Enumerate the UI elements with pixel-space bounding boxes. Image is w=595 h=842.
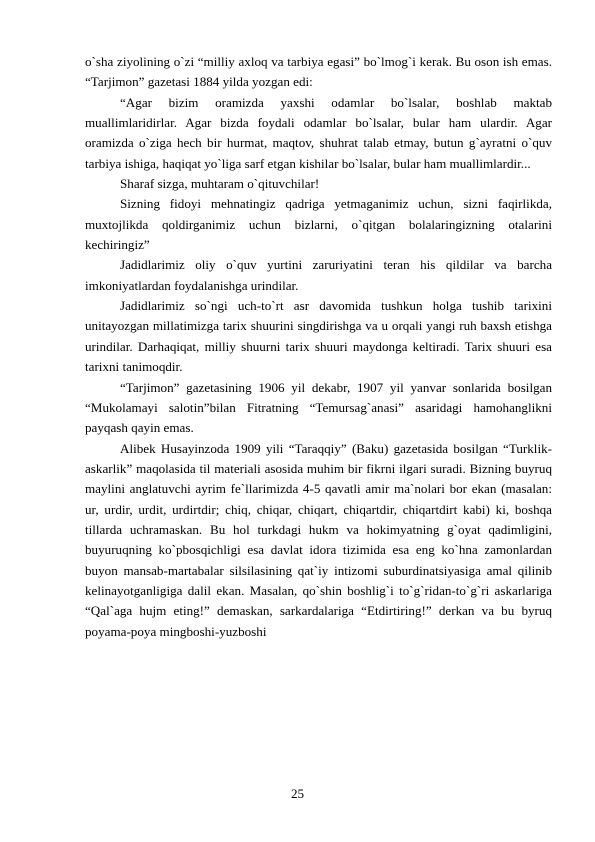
- paragraph-quote-teachers: “Agar bizim oramizda yaxshi odamlar bo`lsalar, boshlab maktab muallimlaridirlar. Agar bizda foydali odamlar bo`lsalar, bular ham ulardir. Agar oramizda o`ziga hech bir hurmat, maqtov, shuhrat talab etmay, butun g`ayratni o`quv tarbiya ishiga, haqiqat yo`liga sarf etgan kishilar bo`lsalar, bular ham muallimlardir...: [85, 94, 552, 171]
- paragraph-honor: Sharaf sizga, muhtaram o`qituvchilar!: [120, 176, 320, 192]
- body-text: [85, 52, 552, 642]
- paragraph-apology: Sizning fidoyi mehnatingiz qadriga yetmaganimiz uchun, sizni faqirlikda, muxtojlikda qoldirganimiz uchun bizlarni, o`qitgan bolalaringizning otalarini kechiringiz”: [85, 196, 552, 253]
- paragraph-history-awareness: Jadidlarimiz so`ngi uch-to`rt asr davomida tushkun holga tushib tarixini unitayozgan millatimizga tarix shuurini singdirishga va u orqali yangi ruh baxsh etishga urindilar. Darhaqiqat, milliy shuurni tarix shuuri maydonga keltiradi. Tarix shuuri esa tarixni tanimoqdir.: [85, 298, 552, 375]
- page-number: 25: [290, 786, 305, 801]
- paragraph-husayinzoda: Alibek Husayinzoda 1909 yili “Taraqqiy” (Baku) gazetasida bosilgan “Turklik-askarlik” maqolasida til materiali asosida muhim bir fikrni ilgari suradi. Bizning buyruq maylini anglatuvchi ayrim fe`llarimizda 4-5 qavatli amir ma`nolari bor ekan (masalan: ur, urdir, urdit, urdirtdir; chiq, chiqar, chiqart, chiqartdir, chiqartdirt kabi) ki, boshqa tillarda uchramaskan. Bu hol turkdagi hukm va hokimyatning g`oyat qadimligini, buyuruqning ko`pbosqichligi esa davlat idora tizimida esa eng ko`hna zamonlardan buyon mansab-martabalar silsilasining qat`iy intizomi suburdinatsiyasiga amal qilinib kelinayotganligiga dalil ekan. Masalan, qo`shin boshlig`i to`g`ridan-to`g`ri askarlariga “Qal`aga hujm eting!” demaskan, sarkardalariga “Etdirtiring!” derkan va bu byruq poyama-poya mingboshi-yuzboshi: [85, 440, 552, 639]
- paragraph-higher-education: Jadidlarimiz oliy o`quv yurtini zaruriyatini teran his qildilar va barcha imkoniyatlardan foydalanishga urindilar.: [85, 257, 552, 293]
- paragraph-continuation: o`sha ziyolining o`zi “milliy axloq va tarbiya egasi” bo`lmog`i kerak. Bu oson ish emas. “Tarjimon” gazetasi 1884 yilda yozgan edi:: [85, 54, 552, 90]
- paragraph-tarjimon: “Tarjimon” gazetasining 1906 yil dekabr, 1907 yil yanvar sonlarida bosilgan “Mukolamayi salotin”bilan Fitratning “Temursag`anasi” asaridagi hamohanglikni payqash qayin emas.: [85, 379, 552, 436]
